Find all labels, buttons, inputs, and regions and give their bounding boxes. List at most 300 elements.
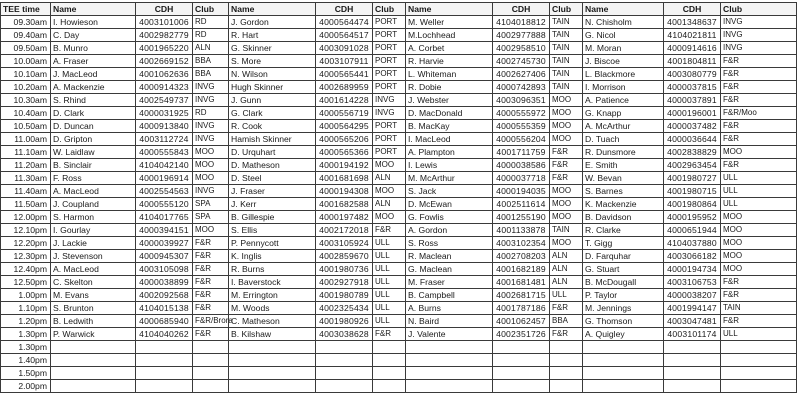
name-cell bbox=[51, 354, 136, 367]
table-row bbox=[1, 224, 797, 237]
club-cell: F&R bbox=[550, 172, 583, 185]
cdh-cell: 4002977888 bbox=[493, 29, 550, 42]
cdh-cell: 4002554563 bbox=[136, 185, 193, 198]
tee-time-cell: 12.30pm bbox=[1, 250, 51, 263]
name-cell: I. Lewis bbox=[406, 159, 493, 172]
club-cell: TAIN bbox=[550, 81, 583, 94]
club-cell: PORT bbox=[373, 133, 406, 146]
cdh-cell: 4000038207 bbox=[664, 289, 721, 302]
name-cell: I. Baverstock bbox=[229, 276, 316, 289]
cdh-cell: 4000194734 bbox=[664, 263, 721, 276]
cdh-cell: 4000031925 bbox=[136, 107, 193, 120]
name-cell bbox=[406, 341, 493, 354]
cdh-cell: 4003096351 bbox=[493, 94, 550, 107]
cdh-cell: 4003066182 bbox=[664, 250, 721, 263]
name-cell: C. Matheson bbox=[229, 315, 316, 328]
club-cell bbox=[193, 341, 229, 354]
club-cell: F&R bbox=[721, 55, 797, 68]
club-cell: MOO bbox=[193, 159, 229, 172]
club-cell: INVG bbox=[721, 16, 797, 29]
club-cell: SPA bbox=[193, 211, 229, 224]
cdh-cell: 4104040262 bbox=[136, 328, 193, 341]
cdh-cell: 4000556719 bbox=[316, 107, 373, 120]
tee-time-cell: 11.50am bbox=[1, 198, 51, 211]
cdh-cell: 4002325434 bbox=[316, 302, 373, 315]
header-club: Club bbox=[721, 3, 797, 16]
name-cell: R. Hart bbox=[229, 29, 316, 42]
club-cell: MOO bbox=[550, 198, 583, 211]
name-cell: A. Plampton bbox=[406, 146, 493, 159]
name-cell bbox=[583, 380, 664, 393]
club-cell: BBA bbox=[550, 315, 583, 328]
table-row bbox=[1, 354, 797, 367]
cdh-cell: 4000196001 bbox=[664, 107, 721, 120]
cdh-cell: 4001682588 bbox=[316, 198, 373, 211]
tee-time-cell: 1.50pm bbox=[1, 367, 51, 380]
club-cell: PORT bbox=[373, 42, 406, 55]
name-cell: B. Campbell bbox=[406, 289, 493, 302]
cdh-cell: 4000195952 bbox=[664, 211, 721, 224]
name-cell: J. Biscoe bbox=[583, 55, 664, 68]
club-cell: F&R bbox=[721, 159, 797, 172]
cdh-cell: 4001614228 bbox=[316, 94, 373, 107]
name-cell: G. Fowlis bbox=[406, 211, 493, 224]
name-cell: Hugh Skinner bbox=[229, 81, 316, 94]
club-cell: TAIN bbox=[721, 302, 797, 315]
club-cell bbox=[373, 380, 406, 393]
tee-time-cell: 11.10am bbox=[1, 146, 51, 159]
name-cell: R. Harvie bbox=[406, 55, 493, 68]
name-cell: F. Ross bbox=[51, 172, 136, 185]
club-cell: MOO bbox=[193, 172, 229, 185]
cdh-cell: 4001062457 bbox=[493, 315, 550, 328]
table-row bbox=[1, 302, 797, 315]
cdh-cell: 4000742893 bbox=[493, 81, 550, 94]
cdh-cell: 4002092568 bbox=[136, 289, 193, 302]
table-row bbox=[1, 328, 797, 341]
club-cell: MOO bbox=[373, 185, 406, 198]
club-cell: INVG bbox=[193, 133, 229, 146]
club-cell bbox=[373, 354, 406, 367]
cdh-cell: 4000556204 bbox=[493, 133, 550, 146]
name-cell: J. Valente bbox=[406, 328, 493, 341]
name-cell: G. Knapp bbox=[583, 107, 664, 120]
name-cell: D. Urquhart bbox=[229, 146, 316, 159]
name-cell: G. Stuart bbox=[583, 263, 664, 276]
name-cell: A. Corbet bbox=[406, 42, 493, 55]
club-cell: PORT bbox=[373, 29, 406, 42]
club-cell bbox=[721, 367, 797, 380]
name-cell: I. Morrison bbox=[583, 81, 664, 94]
name-cell: S. Jack bbox=[406, 185, 493, 198]
cdh-cell: 4000037815 bbox=[664, 81, 721, 94]
club-cell: ULL bbox=[721, 172, 797, 185]
table-row bbox=[1, 133, 797, 146]
name-cell: M.Lochhead bbox=[406, 29, 493, 42]
cdh-cell: 4002745730 bbox=[493, 55, 550, 68]
tee-time-cell: 1.40pm bbox=[1, 354, 51, 367]
cdh-cell: 4001980727 bbox=[664, 172, 721, 185]
cdh-cell: 4002172018 bbox=[316, 224, 373, 237]
cdh-cell: 4001062636 bbox=[136, 68, 193, 81]
club-cell: INVG bbox=[193, 185, 229, 198]
cdh-cell: 4104015138 bbox=[136, 302, 193, 315]
cdh-cell: 4000036644 bbox=[664, 133, 721, 146]
club-cell: INVG bbox=[373, 94, 406, 107]
name-cell: J. Gunn bbox=[229, 94, 316, 107]
club-cell bbox=[721, 341, 797, 354]
tee-time-cell: 1.20pm bbox=[1, 315, 51, 328]
name-cell: B. Sinclair bbox=[51, 159, 136, 172]
tee-time-cell: 10.10am bbox=[1, 68, 51, 81]
cdh-cell: 4000037891 bbox=[664, 94, 721, 107]
name-cell: C. Skelton bbox=[51, 276, 136, 289]
name-cell bbox=[51, 341, 136, 354]
name-cell: G. Maclean bbox=[406, 263, 493, 276]
club-cell: ULL bbox=[373, 302, 406, 315]
club-cell: TAIN bbox=[550, 16, 583, 29]
name-cell: D. MacDonald bbox=[406, 107, 493, 120]
name-cell: J. MacLeod bbox=[51, 68, 136, 81]
cdh-cell: 4001681698 bbox=[316, 172, 373, 185]
table-row bbox=[1, 367, 797, 380]
cdh-cell: 4104017765 bbox=[136, 211, 193, 224]
club-cell bbox=[550, 354, 583, 367]
cdh-cell: 4001348637 bbox=[664, 16, 721, 29]
table-row bbox=[1, 276, 797, 289]
club-cell: F&R bbox=[721, 289, 797, 302]
club-cell bbox=[721, 380, 797, 393]
name-cell: G. Nicol bbox=[583, 29, 664, 42]
club-cell bbox=[373, 367, 406, 380]
cdh-cell bbox=[316, 380, 373, 393]
cdh-cell: 4104018812 bbox=[493, 16, 550, 29]
tee-time-cell: 1.10pm bbox=[1, 302, 51, 315]
club-cell: MOO bbox=[721, 237, 797, 250]
tee-time-cell: 2.00pm bbox=[1, 380, 51, 393]
name-cell: A. Fraser bbox=[51, 55, 136, 68]
club-cell: MOO bbox=[721, 224, 797, 237]
tee-time-cell: 12.20pm bbox=[1, 237, 51, 250]
club-cell: PORT bbox=[373, 120, 406, 133]
name-cell: R. Cook bbox=[229, 120, 316, 133]
cdh-cell: 4000196914 bbox=[136, 172, 193, 185]
cdh-cell: 4001133878 bbox=[493, 224, 550, 237]
cdh-cell: 4003107911 bbox=[316, 55, 373, 68]
name-cell bbox=[229, 367, 316, 380]
name-cell: B. McDougall bbox=[583, 276, 664, 289]
cdh-cell bbox=[664, 354, 721, 367]
cdh-cell bbox=[316, 341, 373, 354]
club-cell: ULL bbox=[550, 289, 583, 302]
cdh-cell: 4000394151 bbox=[136, 224, 193, 237]
cdh-cell: 4003102354 bbox=[493, 237, 550, 250]
table-row bbox=[1, 263, 797, 276]
club-cell bbox=[193, 367, 229, 380]
name-cell: G. Clark bbox=[229, 107, 316, 120]
club-cell: PORT bbox=[373, 55, 406, 68]
club-cell: ULL bbox=[373, 315, 406, 328]
club-cell: F&R bbox=[721, 94, 797, 107]
cdh-cell: 4000194308 bbox=[316, 185, 373, 198]
table-row bbox=[1, 81, 797, 94]
club-cell: ULL bbox=[721, 198, 797, 211]
name-cell: R. Dobie bbox=[406, 81, 493, 94]
header-name: Name bbox=[583, 3, 664, 16]
club-cell: F&R bbox=[193, 328, 229, 341]
name-cell: N. Chisholm bbox=[583, 16, 664, 29]
name-cell: M. Jennings bbox=[583, 302, 664, 315]
name-cell: M. Fraser bbox=[406, 276, 493, 289]
tee-time-cell: 12.10pm bbox=[1, 224, 51, 237]
cdh-cell: 4001787186 bbox=[493, 302, 550, 315]
cdh-cell bbox=[316, 354, 373, 367]
table-row bbox=[1, 42, 797, 55]
table-row bbox=[1, 380, 797, 393]
name-cell bbox=[229, 354, 316, 367]
club-cell: TAIN bbox=[550, 29, 583, 42]
cdh-cell: 4001994147 bbox=[664, 302, 721, 315]
cdh-cell: 4000564295 bbox=[316, 120, 373, 133]
table-row bbox=[1, 289, 797, 302]
name-cell: D. Tuach bbox=[583, 133, 664, 146]
name-cell bbox=[583, 367, 664, 380]
club-cell: F&R bbox=[193, 237, 229, 250]
cdh-cell: 4002627406 bbox=[493, 68, 550, 81]
club-cell: ULL bbox=[373, 289, 406, 302]
cdh-cell: 4002708203 bbox=[493, 250, 550, 263]
name-cell: M. Errington bbox=[229, 289, 316, 302]
club-cell: MOO bbox=[550, 120, 583, 133]
club-cell: F&R bbox=[721, 120, 797, 133]
club-cell: ALN bbox=[373, 198, 406, 211]
name-cell bbox=[583, 341, 664, 354]
header-tee-time: TEE time bbox=[1, 3, 51, 16]
cdh-cell bbox=[493, 341, 550, 354]
club-cell: TAIN bbox=[550, 55, 583, 68]
name-cell: A. MacLeod bbox=[51, 263, 136, 276]
name-cell: A. Quigley bbox=[583, 328, 664, 341]
cdh-cell: 4002549737 bbox=[136, 94, 193, 107]
cdh-cell: 4001980736 bbox=[316, 263, 373, 276]
club-cell: F&R bbox=[550, 328, 583, 341]
cdh-cell: 4002927918 bbox=[316, 276, 373, 289]
table-row bbox=[1, 55, 797, 68]
header-name: Name bbox=[51, 3, 136, 16]
cdh-cell: 4000039927 bbox=[136, 237, 193, 250]
name-cell: J. Coupland bbox=[51, 198, 136, 211]
cdh-cell: 4000555972 bbox=[493, 107, 550, 120]
name-cell: A. Gordon bbox=[406, 224, 493, 237]
cdh-cell: 4002681715 bbox=[493, 289, 550, 302]
club-cell: MOO bbox=[193, 146, 229, 159]
table-row bbox=[1, 172, 797, 185]
cdh-cell: 4000038899 bbox=[136, 276, 193, 289]
tee-time-cell: 11.20am bbox=[1, 159, 51, 172]
cdh-cell bbox=[664, 341, 721, 354]
cdh-cell: 4002982779 bbox=[136, 29, 193, 42]
name-cell: B. Davidson bbox=[583, 211, 664, 224]
club-cell: INVG bbox=[721, 42, 797, 55]
club-cell: ULL bbox=[373, 237, 406, 250]
club-cell bbox=[550, 380, 583, 393]
cdh-cell bbox=[136, 341, 193, 354]
name-cell: R. Clarke bbox=[583, 224, 664, 237]
table-row bbox=[1, 341, 797, 354]
club-cell bbox=[550, 367, 583, 380]
club-cell: ALN bbox=[373, 172, 406, 185]
name-cell: R. Maclean bbox=[406, 250, 493, 263]
name-cell bbox=[406, 354, 493, 367]
cdh-cell bbox=[493, 380, 550, 393]
name-cell bbox=[51, 367, 136, 380]
name-cell: S. Ross bbox=[406, 237, 493, 250]
cdh-cell: 4104037880 bbox=[664, 237, 721, 250]
table-row bbox=[1, 237, 797, 250]
club-cell: F&R bbox=[721, 68, 797, 81]
club-cell: F&R bbox=[721, 276, 797, 289]
club-cell: F&R bbox=[193, 302, 229, 315]
club-cell bbox=[193, 380, 229, 393]
club-cell: PORT bbox=[373, 16, 406, 29]
cdh-cell: 4001682189 bbox=[493, 263, 550, 276]
header-club: Club bbox=[193, 3, 229, 16]
cdh-cell: 4001711759 bbox=[493, 146, 550, 159]
club-cell: INVG bbox=[721, 29, 797, 42]
name-cell: C. Day bbox=[51, 29, 136, 42]
cdh-cell: 4001681481 bbox=[493, 276, 550, 289]
club-cell: MOO bbox=[550, 107, 583, 120]
cdh-cell: 4000565206 bbox=[316, 133, 373, 146]
table-row bbox=[1, 94, 797, 107]
cdh-cell: 4000565441 bbox=[316, 68, 373, 81]
table-row bbox=[1, 107, 797, 120]
header-row bbox=[1, 3, 797, 16]
club-cell: F&R bbox=[550, 302, 583, 315]
club-cell: F&R bbox=[373, 224, 406, 237]
tee-time-cell: 11.40am bbox=[1, 185, 51, 198]
club-cell: F&R bbox=[721, 81, 797, 94]
name-cell: J. Gordon bbox=[229, 16, 316, 29]
cdh-cell: 4000564517 bbox=[316, 29, 373, 42]
name-cell: N. Baird bbox=[406, 315, 493, 328]
name-cell: G. Skinner bbox=[229, 42, 316, 55]
cdh-cell: 4002669152 bbox=[136, 55, 193, 68]
name-cell: N. Wilson bbox=[229, 68, 316, 81]
cdh-cell: 4002511614 bbox=[493, 198, 550, 211]
club-cell: MOO bbox=[193, 224, 229, 237]
club-cell: MOO bbox=[721, 146, 797, 159]
table-row bbox=[1, 315, 797, 328]
club-cell: MOO bbox=[550, 94, 583, 107]
name-cell: E. Smith bbox=[583, 159, 664, 172]
club-cell: MOO bbox=[550, 133, 583, 146]
name-cell: M. Woods bbox=[229, 302, 316, 315]
cdh-cell: 4002963454 bbox=[664, 159, 721, 172]
club-cell: ULL bbox=[721, 185, 797, 198]
cdh-cell: 4000555359 bbox=[493, 120, 550, 133]
table-row bbox=[1, 198, 797, 211]
name-cell bbox=[583, 354, 664, 367]
cdh-cell: 4002859670 bbox=[316, 250, 373, 263]
tee-time-cell: 1.00pm bbox=[1, 289, 51, 302]
name-cell: D. Clark bbox=[51, 107, 136, 120]
cdh-cell: 4000037482 bbox=[664, 120, 721, 133]
club-cell: ULL bbox=[373, 263, 406, 276]
tee-time-cell: 11.00am bbox=[1, 133, 51, 146]
tee-time-cell: 10.20am bbox=[1, 81, 51, 94]
club-cell bbox=[373, 341, 406, 354]
tee-time-cell: 1.30pm bbox=[1, 341, 51, 354]
club-cell: ULL bbox=[373, 250, 406, 263]
name-cell: K. Mackenzie bbox=[583, 198, 664, 211]
cdh-cell: 4001980715 bbox=[664, 185, 721, 198]
name-cell: A. MacLeod bbox=[51, 185, 136, 198]
cdh-cell: 4001804811 bbox=[664, 55, 721, 68]
club-cell: INVG bbox=[193, 81, 229, 94]
name-cell: R. Burns bbox=[229, 263, 316, 276]
name-cell bbox=[229, 380, 316, 393]
name-cell: L. Blackmore bbox=[583, 68, 664, 81]
name-cell: J. Fraser bbox=[229, 185, 316, 198]
cdh-cell: 4003106753 bbox=[664, 276, 721, 289]
name-cell: G. Thomson bbox=[583, 315, 664, 328]
name-cell: A. Burns bbox=[406, 302, 493, 315]
cdh-cell: 4001980864 bbox=[664, 198, 721, 211]
name-cell: S. Harmon bbox=[51, 211, 136, 224]
cdh-cell bbox=[316, 367, 373, 380]
name-cell bbox=[229, 341, 316, 354]
cdh-cell bbox=[664, 380, 721, 393]
club-cell bbox=[193, 354, 229, 367]
cdh-cell: 4000194192 bbox=[316, 159, 373, 172]
tee-time-cell: 09.30am bbox=[1, 16, 51, 29]
cdh-cell: 4000914323 bbox=[136, 81, 193, 94]
club-cell: F&R bbox=[721, 133, 797, 146]
name-cell: S. Rhind bbox=[51, 94, 136, 107]
name-cell: B. Gillespie bbox=[229, 211, 316, 224]
name-cell: T. Gigg bbox=[583, 237, 664, 250]
club-cell: F&R bbox=[193, 289, 229, 302]
cdh-cell: 4003105098 bbox=[136, 263, 193, 276]
cdh-cell: 4002351726 bbox=[493, 328, 550, 341]
cdh-cell: 4000555120 bbox=[136, 198, 193, 211]
tee-time-cell: 1.30pm bbox=[1, 328, 51, 341]
club-cell bbox=[550, 341, 583, 354]
club-cell: MOO bbox=[373, 159, 406, 172]
name-cell: M. Weller bbox=[406, 16, 493, 29]
name-cell: I. Howieson bbox=[51, 16, 136, 29]
name-cell: M. McArthur bbox=[406, 172, 493, 185]
cdh-cell bbox=[136, 354, 193, 367]
table-body bbox=[1, 16, 797, 393]
club-cell: BBA bbox=[193, 55, 229, 68]
cdh-cell: 4000914616 bbox=[664, 42, 721, 55]
club-cell: F&R bbox=[193, 276, 229, 289]
cdh-cell: 4104021811 bbox=[664, 29, 721, 42]
tee-time-cell: 11.30am bbox=[1, 172, 51, 185]
table-row bbox=[1, 120, 797, 133]
name-cell: B. MacKay bbox=[406, 120, 493, 133]
name-cell: A. Mackenzie bbox=[51, 81, 136, 94]
cdh-cell: 4003038628 bbox=[316, 328, 373, 341]
club-cell: MOO bbox=[721, 263, 797, 276]
club-cell bbox=[721, 354, 797, 367]
header-club: Club bbox=[550, 3, 583, 16]
table-row bbox=[1, 159, 797, 172]
tee-time-cell: 12.40pm bbox=[1, 263, 51, 276]
tee-time-cell: 10.30am bbox=[1, 94, 51, 107]
